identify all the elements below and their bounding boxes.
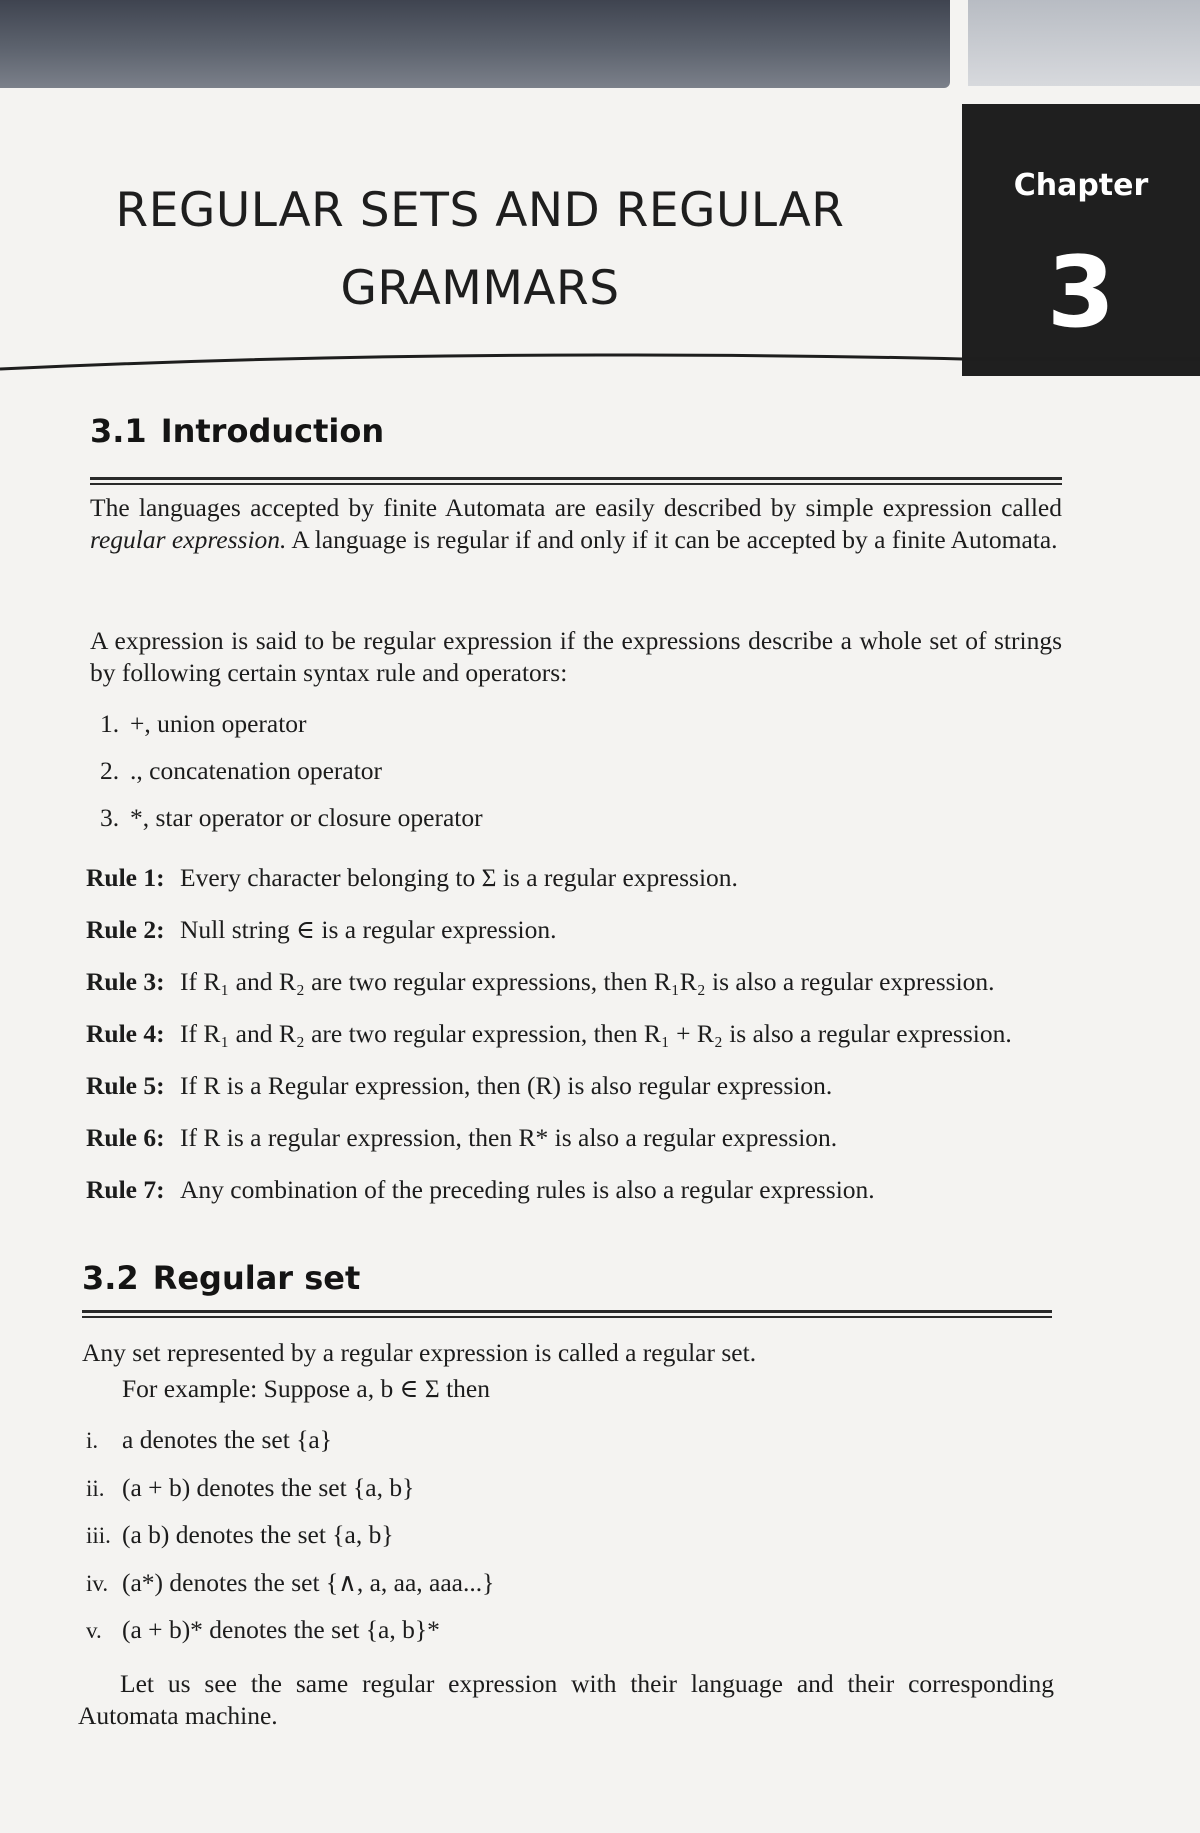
list-item: 3. *, star operator or closure operator [100, 803, 483, 832]
rule-row: Rule 4: If R₁ and R₂ are two regular expression, then R₁ + R₂ is also a regular expression. [86, 1019, 1012, 1048]
examples-list [86, 1424, 494, 1662]
chapter-label: Chapter [1013, 168, 1149, 203]
section-rule [82, 1310, 1052, 1318]
rule-row: Rule 1: Every character belonging to Σ is a regular expression. [86, 863, 738, 892]
chapter-box [962, 104, 1200, 376]
section-title: Introduction [160, 412, 385, 450]
chapter-title [80, 172, 880, 328]
section-heading-introduction [90, 412, 384, 450]
section-rule [90, 477, 1062, 485]
top-band [0, 0, 950, 88]
chapter-number: 3 [1046, 236, 1116, 350]
regular-set-paragraph-1: Any set represented by a regular expression is called a regular set. [82, 1338, 757, 1367]
rules-list [86, 862, 1012, 1226]
section-title: Regular set [152, 1259, 361, 1297]
rule-row: Rule 7: Any combination of the preceding rules is also a regular expression. [86, 1175, 875, 1204]
list-item: v. (a + b)* denotes the set {a, b}* [86, 1615, 440, 1644]
section-number: 3.1 [90, 412, 147, 450]
list-item: iii. (a b) denotes the set {a, b} [86, 1520, 394, 1549]
list-item: 1. +, union operator [100, 709, 307, 738]
list-item: i. a denotes the set {a} [86, 1425, 332, 1454]
list-item: 2. ., concatenation operator [100, 756, 383, 785]
operator-list [100, 708, 483, 849]
intro-paragraph-1: The languages accepted by finite Automata are easily described by simple expression called regular expression. A language is regular if and only if it can be accepted by a finite Automata. [90, 493, 1062, 554]
chapter-title-line-2: GRAMMARS [340, 261, 620, 316]
section-number: 3.2 [82, 1259, 139, 1297]
list-item: ii. (a + b) denotes the set {a, b} [86, 1472, 415, 1502]
section-heading-regular-set [82, 1259, 360, 1297]
rule-row: Rule 2: Null string ∈ is a regular expression. [86, 915, 557, 944]
title-rule [0, 351, 1200, 377]
list-item: iv. (a*) denotes the set {∧, a, aa, aaa...} [86, 1567, 495, 1597]
rule-row: Rule 3: If R₁ and R₂ are two regular expressions, then R₁R₂ is also a regular expression. [86, 967, 995, 996]
intro-paragraph-2: A expression is said to be regular expression if the expressions describe a whole set of strings by following certain syntax rule and operators: [90, 626, 1062, 687]
rule-row: Rule 6: If R is a regular expression, then R* is also a regular expression. [86, 1123, 838, 1152]
chapter-title-line-1: REGULAR SETS AND REGULAR [115, 183, 845, 238]
term-regular-expression: regular expression. [90, 525, 287, 554]
top-band-right [968, 0, 1200, 86]
closing-paragraph: Let us see the same regular expression with their language and their corresponding Automata machine. [78, 1669, 1054, 1730]
rule-row: Rule 5: If R is a Regular expression, then (R) is also regular expression. [86, 1071, 833, 1100]
regular-set-paragraph-2: For example: Suppose a, b ∈ Σ then [122, 1374, 490, 1403]
